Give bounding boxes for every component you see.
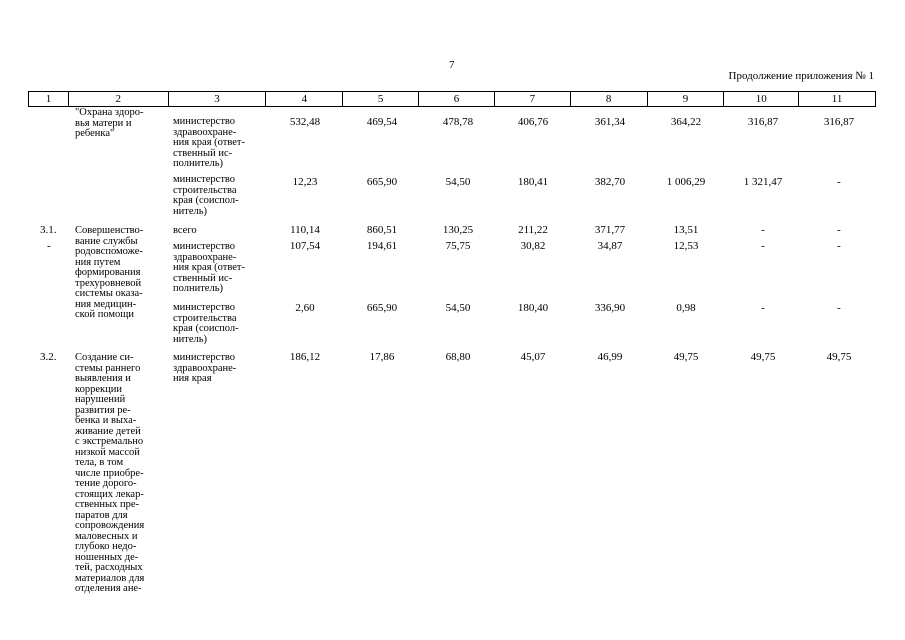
header-col-10: 10 [724, 92, 799, 106]
value-cell: 130,25 [442, 224, 474, 236]
value-cell: 46,99 [597, 351, 623, 363]
continuation-caption: Продолжение приложения № 1 [728, 70, 874, 82]
program-name: "Охрана здоро- вья матери и ребенка" [75, 107, 144, 139]
value-cell: 13,51 [673, 224, 699, 236]
header-col-6: 6 [419, 92, 495, 106]
value-cell: 180,40 [517, 302, 549, 314]
executor-cell: всего [173, 225, 197, 236]
header-col-3: 3 [169, 92, 267, 106]
value-cell: 211,22 [518, 224, 548, 236]
value-cell: - [761, 240, 765, 252]
value-cell: 1 006,29 [666, 176, 706, 188]
value-cell: 478,78 [442, 116, 474, 128]
value-cell: - [837, 240, 841, 252]
value-cell: 194,61 [366, 240, 398, 252]
value-cell: 382,70 [594, 176, 626, 188]
header-col-11: 11 [831, 93, 843, 105]
value-cell: 371,77 [594, 224, 626, 236]
activity-name: Создание си- стемы раннего выявления и коррекции нарушений развития ре- бенка и выха- живание детей с экстремально низкой массой тела, в том числе приобре- тение дорого- стоящих лекар- ственных пре- паратов для сопровождения маловесных и глубоко недо- ношенных де- тей, расходных материалов для отделения ане- [75, 352, 145, 594]
page-number: 7 [449, 59, 455, 71]
value-cell: 54,50 [445, 302, 471, 314]
executor-cell: министерство здравоохране- ния края (ответ- ственный ис- полнитель) [173, 116, 245, 169]
value-cell: 49,75 [826, 351, 852, 363]
header-col-9: 9 [648, 92, 725, 106]
value-cell: 336,90 [594, 302, 626, 314]
value-cell: 406,76 [517, 116, 549, 128]
value-cell: 860,51 [366, 224, 398, 236]
table-header-row [28, 91, 876, 107]
value-cell: - [837, 224, 841, 236]
value-cell: 110,14 [290, 224, 320, 236]
header-col-5: 5 [343, 92, 419, 106]
value-cell: 12,23 [292, 176, 318, 188]
header-col-7: 7 [495, 92, 571, 106]
value-cell: 665,90 [366, 302, 398, 314]
value-cell: 2,60 [295, 302, 315, 314]
executor-cell: министерство строительства края (соиспол- нитель) [173, 174, 239, 217]
value-cell: 665,90 [366, 176, 398, 188]
value-cell: 361,34 [594, 116, 626, 128]
executor-cell: министерство строительства края (соиспол- нитель) [173, 302, 239, 345]
value-cell: 180,41 [517, 176, 549, 188]
value-cell: - [837, 176, 841, 188]
value-cell: 68,80 [445, 351, 471, 363]
value-cell: - [761, 302, 765, 314]
value-cell: 107,54 [289, 240, 321, 252]
row-number-suffix: - [47, 240, 51, 252]
value-cell: - [761, 224, 765, 236]
header-col-2: 2 [69, 92, 169, 106]
value-cell: 17,86 [369, 351, 395, 363]
value-cell: 316,87 [747, 116, 779, 128]
value-cell: 54,50 [445, 176, 471, 188]
value-cell: 316,87 [823, 116, 855, 128]
row-number: 3.2. [40, 351, 57, 363]
value-cell: 49,75 [750, 351, 776, 363]
value-cell: 49,75 [673, 351, 699, 363]
value-cell: 469,54 [366, 116, 398, 128]
row-number: 3.1. [40, 224, 57, 236]
executor-cell: министерство здравоохране- ния края [173, 352, 237, 384]
value-cell: - [837, 302, 841, 314]
header-col-4: 4 [266, 92, 343, 106]
value-cell: 0,98 [676, 302, 696, 314]
value-cell: 364,22 [670, 116, 702, 128]
executor-cell: министерство здравоохране- ния края (ответ- ственный ис- полнитель) [173, 241, 245, 294]
header-col-8: 8 [571, 92, 648, 106]
activity-name: Совершенство- вание службы родовспоможе- ния путем формирования трехуровневой системы оказа- ния медицин- ской помощи [75, 225, 144, 320]
header-col-1: 1 [29, 92, 69, 106]
value-cell: 34,87 [597, 240, 623, 252]
value-cell: 12,53 [673, 240, 699, 252]
value-cell: 1 321,47 [743, 176, 783, 188]
value-cell: 75,75 [445, 240, 471, 252]
value-cell: 532,48 [289, 116, 321, 128]
value-cell: 45,07 [520, 351, 546, 363]
value-cell: 186,12 [289, 351, 321, 363]
value-cell: 30,82 [520, 240, 546, 252]
